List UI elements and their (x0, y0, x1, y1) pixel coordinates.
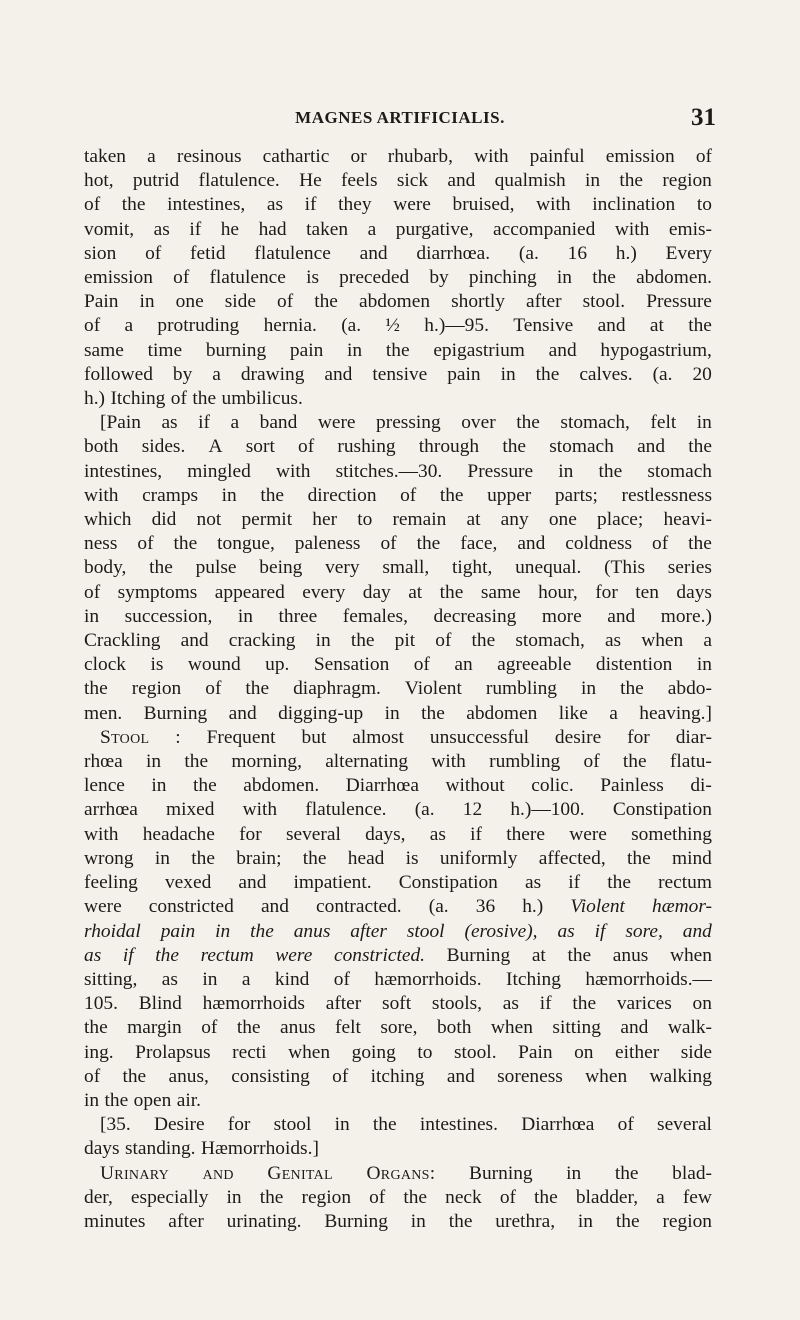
text-line: taken a resinous cathartic or rhubarb, with painful emission of (84, 146, 712, 167)
text-line: hot, putrid flatulence. He feels sick and qualmish in the region (84, 170, 712, 192)
text-line: rhœa in the morning, alternating with rumbling of the flatu- (84, 751, 712, 773)
body-text (84, 145, 712, 1234)
text-line: sitting, as in a kind of hæmorrhoids. Itching hæmorrhoids.— (84, 968, 712, 990)
text-line: were constricted and contracted. (a. 36 h.) Violent hæmor- (84, 896, 712, 918)
text-line: the region of the diaphragm. Violent rumbling in the abdo- (84, 678, 712, 700)
text-line: followed by a drawing and tensive pain in the calves. (a. 20 (84, 363, 712, 385)
text-line: arrhœa mixed with flatulence. (a. 12 h.)—100. Constipation (84, 799, 712, 821)
text-line: of symptoms appeared every day at the same hour, for ten days (84, 581, 712, 603)
text-line: 105. Blind hæmorrhoids after soft stools, as if the varices on (84, 993, 712, 1015)
text-line: men. Burning and digging-up in the abdomen like a heaving.] (84, 702, 712, 724)
text-line: wrong in the brain; the head is uniformly affected, the mind (84, 847, 712, 869)
text-line: days standing. Hæmorrhoids.] (84, 1138, 319, 1160)
text-line: same time burning pain in the epigastrium and hypogastrium, (84, 339, 712, 361)
text-line: clock is wound up. Sensation of an agreeable distention in (84, 654, 712, 676)
text-line: sion of fetid flatulence and diarrhœa. (a. 16 h.) Every (84, 242, 712, 264)
text-line: in the open air. (84, 1089, 201, 1111)
text-line: minutes after urinating. Burning in the urethra, in the region (84, 1210, 712, 1232)
text-line: emission of flatulence is preceded by pinching in the abdomen. (84, 267, 712, 289)
text-line: rhoidal pain in the anus after stool (erosive), as if sore, and (84, 920, 712, 942)
text-line: der, especially in the region of the neck of the bladder, a few (84, 1186, 712, 1208)
text-line: Urinary and Genital Organs: Burning in the blad- (100, 1162, 712, 1184)
text-line: Crackling and cracking in the pit of the stomach, as when a (84, 630, 712, 652)
text-line: as if the rectum were constricted. Burning at the anus when (84, 944, 712, 966)
text-line: with cramps in the direction of the upper parts; restlessness (84, 484, 712, 506)
text-line: of a protruding hernia. (a. ½ h.)—95. Tensive and at the (84, 315, 712, 337)
text-line: intestines, mingled with stitches.—30. Pressure in the stomach (84, 460, 712, 482)
text-line: lence in the abdomen. Diarrhœa without colic. Painless di- (84, 775, 712, 797)
text-line: with headache for several days, as if there were something (84, 823, 712, 845)
text-line: of the anus, consisting of itching and soreness when walking (84, 1065, 712, 1087)
text-line: the margin of the anus felt sore, both when sitting and walk- (84, 1017, 712, 1039)
page-number: 31 (691, 104, 716, 131)
text-line: of the intestines, as if they were bruised, with inclination to (84, 194, 712, 216)
text-line: h.) Itching of the umbilicus. (84, 388, 303, 410)
text-line: [Pain as if a band were pressing over the stomach, felt in (100, 412, 712, 434)
running-title: MAGNES ARTIFICIALIS. (295, 108, 505, 127)
text-line: vomit, as if he had taken a purgative, accompanied with emis- (84, 218, 712, 240)
text-line: [35. Desire for stool in the intestines. Diarrhœa of several (100, 1114, 712, 1136)
text-line: which did not permit her to remain at any one place; heavi- (84, 509, 712, 531)
text-line: ness of the tongue, paleness of the face, and coldness of the (84, 533, 712, 555)
text-line: Pain in one side of the abdomen shortly after stool. Pressure (84, 291, 712, 313)
text-line: body, the pulse being very small, tight, unequal. (This series (84, 557, 712, 579)
text-line: in succession, in three females, decreasing more and more.) (84, 605, 712, 627)
text-line: Stool : Frequent but almost unsuccessful desire for diar- (100, 726, 712, 748)
text-line: ing. Prolapsus recti when going to stool. Pain on either side (84, 1041, 712, 1063)
text-line: both sides. A sort of rushing through the stomach and the (84, 436, 712, 458)
text-line: feeling vexed and impatient. Constipation as if the rectum (84, 872, 712, 894)
page-header (0, 104, 800, 136)
